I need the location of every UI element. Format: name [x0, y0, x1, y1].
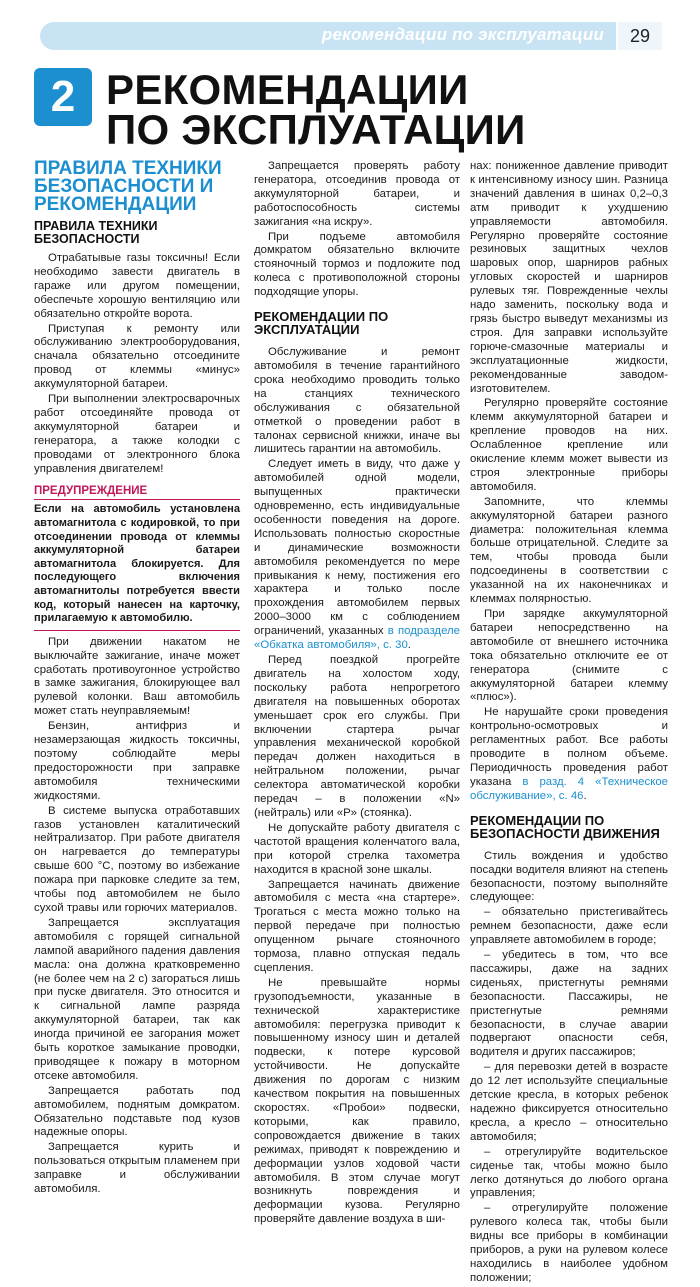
list-item: – отрегулируйте положение рулевого колеса так, чтобы были видны все приборы в комбинации приборов, а руки на рулевом колесе находились в наиболее удобном положении;	[470, 1202, 668, 1284]
warning-heading: ПРЕДУПРЕЖДЕНИЕ	[34, 485, 240, 501]
paragraph: Регулярно проверяйте состояние клемм аккумуляторной батареи и крепление проводов на них. Ослабленное крепление или окисление клемм может вывести из строя электронные приборы автомобиля.	[470, 397, 668, 493]
paragraph: Стиль вождения и удобство посадки водителя влияют на степень безопасности, поэтому выполняйте следующее:	[470, 849, 668, 904]
paragraph: Перед поездкой прогрейте двигатель на холостом ходу, поскольку работа непрогретого двигателя на повышенных оборотах уменьшает срок его службы. При включении стартера рычаг управления механической коробкой передач должен находиться в нейтральном положении, рычаг селектора автоматической коробки передач – в положении «N» (нейтраль) или «P» (стоянка).	[254, 654, 460, 819]
paragraph: В системе выпуска отработавших газов установлен каталитический нейтрализатор. При работе двигателя он нагревается до температуры свыше 600 °С, поэтому во избежание пожара при парковке следите за тем, чтобы под автомобилем не было сухой травы или горючих материалов.	[34, 804, 240, 914]
page-number: 29	[618, 22, 662, 50]
chapter-title	[106, 66, 526, 153]
paragraph: Запомните, что клеммы аккумуляторной батареи разного диаметра: положительная клемма больше отрицательной. Следите за тем, чтобы провода были подсоединены в соответствии с указанной на их наконечниках и клеммах полярностью.	[470, 495, 668, 606]
subsection-title-safety: ПРАВИЛА ТЕХНИКИ БЕЗОПАСНОСТИ	[34, 219, 158, 246]
paragraph: При зарядке аккумуляторной батареи непосредственно на автомобиле от внешнего источника тока обязательно отключите ее от генератора (снимите с аккумуляторной батареи клемму «плюс»).	[470, 608, 668, 704]
paragraph	[470, 706, 668, 803]
paragraph: Бензин, антифриз и незамерзающая жидкость токсичны, поэтому соблюдайте меры предосторожности при заправке автомобиля техническими жидкостями.	[34, 720, 240, 802]
paragraph: Запрещается начинать движение автомобиля с места «на стартере». Трогаться с места можно только на первой передаче при полностью опущенном рычаге стояночного тормоза, плавно отпуская педаль сцепления.	[254, 878, 460, 974]
list-item: – для перевозки детей в возрасте до 12 лет используйте специальные детские кресла, в которых ребенок надежно фиксируется относительно кресла, а кресло – относительно автомобиля;	[470, 1061, 668, 1143]
paragraph-text: Не нарушайте сроки проведения контрольно-осмотровых и регламентных работ. Все работы проводите в полном объеме. Периодичность проведения работ указана	[470, 706, 668, 788]
subsection-title-driving-safety: РЕКОМЕНДАЦИИ ПО БЕЗОПАСНОСТИ ДВИЖЕНИЯ	[470, 812, 660, 841]
paragraph-text: Следует иметь в виду, что даже у автомобилей одной модели, выпущенных практически одновременно, есть индивидуальные особенности поведения на дороге. Использовать полностью скоростные и динамические возможности автомобиля рекомендуется по мере привыкания к нему, постижения его характера и только после прохождения автомобилем первых 2000–3000 км с соблюдением ограничений, указанных	[254, 458, 460, 638]
list-item: – убедитесь в том, что все пассажиры, даже на задних сиденьях, пристегнуты ремнями безопасности. Пассажиры, не пристегнутые ремнями безопасности, в случае аварии подвергают опасности себя, водителя и других пассажиров;	[470, 949, 668, 1059]
paragraph: При подъеме автомобиля домкратом обязательно включите стояночный тормоз и подложите под колеса с противоположной стороны подходящие упоры.	[254, 230, 460, 299]
paragraph: Не допускайте работу двигателя с частотой вращения коленчатого вала, при которой стрелка тахометра находится в красной зоне шкалы.	[254, 821, 460, 876]
paragraph: Запрещается работать под автомобилем, поднятым домкратом. Обязательно подставьте под кузов надежные опоры.	[34, 1084, 240, 1139]
list-item: – отрегулируйте водительское сиденье так, чтобы можно было легко дотянуться до любого органа управления;	[470, 1145, 668, 1200]
chapter-number-badge: 2	[34, 68, 92, 126]
paragraph: Обслуживание и ремонт автомобиля в течение гарантийного срока необходимо проводить только на станциях технического обслуживания с обязательной отметкой о проведении работ в талонах сервисной книжки, иначе вы лишитесь гарантии на автомобиль.	[254, 346, 460, 456]
paragraph	[254, 458, 460, 653]
paragraph: При движении накатом не выключайте зажигание, иначе может сработать противоугонное устройство в замке зажигания, блокирующее вал рулевой колонки. Ваш автомобиль может стать неуправляемым!	[34, 635, 240, 718]
warning-text: Если на автомобиль установлена автомагнитола с кодировкой, то при отсоединении провода от клеммы аккумуляторной батареи автомагнитола блокируется. Для последующего включения автомагнитолы потребуется ввести код, который нанесен на карточку, прилагаемую к автомобилю.	[34, 503, 240, 630]
paragraph: Запрещается курить и пользоваться открытым пламенем при заправке и обслуживании автомобиля.	[34, 1141, 240, 1196]
list-item: – обязательно пристегивайтесь ремнем безопасности, даже если управляете автомобилем в городе;	[470, 906, 668, 947]
paragraph-end: .	[407, 639, 411, 652]
paragraph: Запрещается эксплуатация автомобиля с горящей сигнальной лампой аварийного падения давления масла: она должна кратковременно (не более чем на 2 с) загораться лишь при пуске двигателя. Это относится и к сигнальной лампе разряда аккумуляторной батареи, так как иногда причиной ее загорания может быть короткое замыкание проводки, приводящее к пожару в моторном отсеке автомобиля.	[34, 916, 240, 1082]
paragraph: Отрабатывые газы токсичны! Если необходимо завести двигатель в гараже или другом помещении, обеспечьте хорошую вентиляцию или обязательно откройте ворота.	[34, 252, 240, 320]
chapter-title-line-1: РЕКОМЕНДАЦИИ	[106, 66, 469, 113]
column-2	[254, 160, 460, 1228]
paragraph-end: .	[583, 789, 587, 802]
paragraph: Запрещается проверять работу генератора, отсоединив провода от аккумуляторной батареи, и работоспособность системы зажигания «на искру».	[254, 160, 460, 228]
section-title: ПРАВИЛА ТЕХНИКИ БЕЗОПАСНОСТИ И РЕКОМЕНДАЦИИ	[34, 158, 222, 215]
paragraph: нах: пониженное давление приводит к интенсивному износу шин. Разница значений давления в шинах 0,2–0,3 атм приводит к ухудшению управляемости автомобиля. Регулярно проверяйте состояние резиновых защитных чехлов шаровых опор, шарниров рабных угловых скоростей и шарниров рулевых тяг. Поврежденные чехлы надо заменить, поскольку вода и грязь быстро выведут механизмы из строя. Для заправки используйте горюче-смазочные материалы и эксплуатационные жидкости, рекомендованные заводом-изготовителем.	[470, 160, 668, 395]
subsection-title-operation: РЕКОМЕНДАЦИИ ПО ЭКСПЛУАТАЦИИ	[254, 309, 389, 338]
cross-reference-link[interactable]: в подразделе «Обкатка автомобиля», с. 30	[254, 625, 461, 652]
running-title: рекомендации по эксплуатации	[321, 25, 604, 44]
cross-reference-link[interactable]: в разд. 4 «Техническое обслуживание», с. 46	[470, 775, 668, 802]
running-header-bar	[40, 22, 616, 50]
column-1	[34, 160, 240, 1198]
paragraph: Не превышайте нормы грузоподъемности, указанные в технической характеристике автомобиля: перегрузка приводит к повышенному износу шин и деталей подвески, к потере курсовой устойчивости. Не допускайте движения по дорогам с низким качеством покрытия на повышенных скоростях. «Пробои» подвески, которыми, как правило, сопровождается движение в таких режимах, приводят к повреждению и деформации узлов ходовой части автомобиля. В этом случае могут возникнуть повреждения и деформации кузова. Регулярно проверяйте давление воздуха в ши-	[254, 976, 460, 1226]
chapter-title-line-2: ПО ЭКСПЛУАТАЦИИ	[106, 106, 526, 153]
column-3	[470, 160, 668, 1287]
paragraph: Приступая к ремонту или обслуживанию электрооборудования, сначала обязательно отсоедините провод от клеммы «минус» аккумуляторной батареи.	[34, 322, 240, 391]
paragraph: При выполнении электросварочных работ отсоединяйте провода от аккумуляторной батареи и генератора, а также колодки с проводами от электронного блока управления двигателем!	[34, 393, 240, 475]
